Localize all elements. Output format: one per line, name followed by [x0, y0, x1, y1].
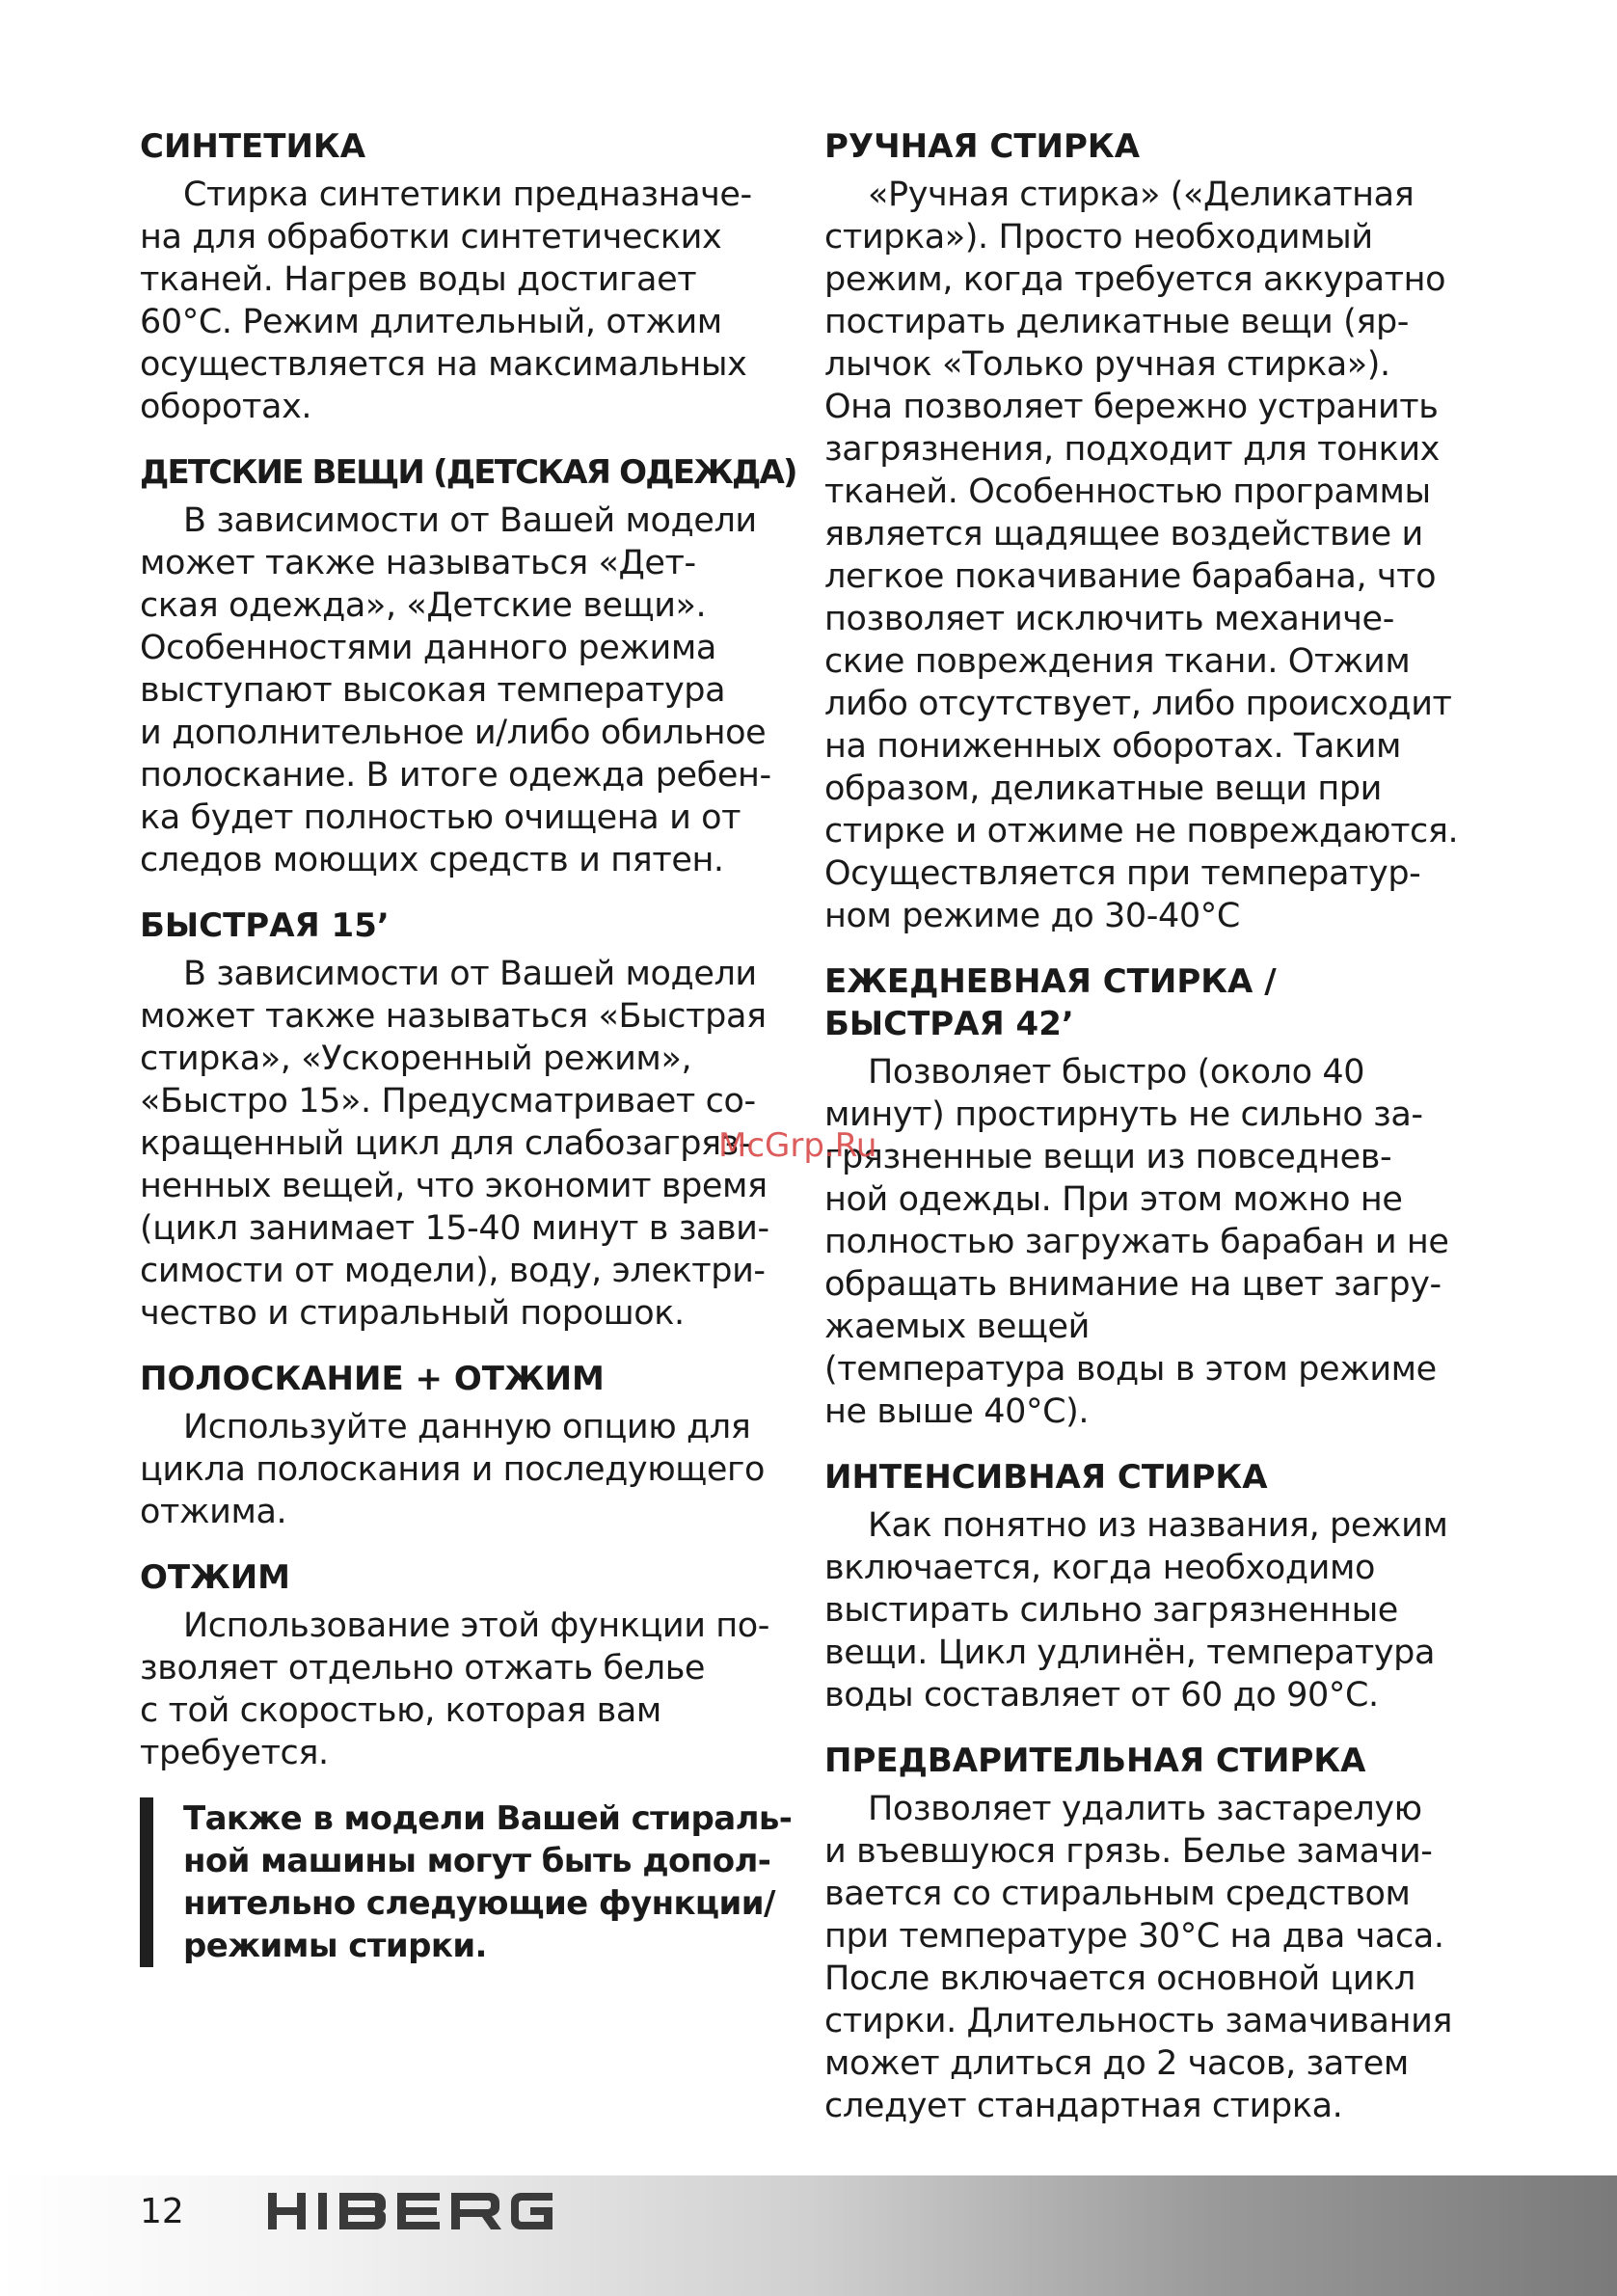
note-accent-bar [140, 1797, 153, 1967]
paragraph-quick-15: В зависимости от Вашей модели может также называться «Быстрая стирка», «Ускоренный режим», «Быстро 15». Предусматривает со- кращенный цикл для слабозагряз- ненных вещей, что экономит время (цикл занимает 15-40 минут в зави- симости от модели), воду, электри- чество и стиральный порошок. [140, 955, 769, 1333]
watermark-text: McGrp.Ru [718, 1126, 877, 1165]
heading-quick-15: БЫСТРАЯ 15’ [140, 906, 390, 945]
paragraph-daily-wash-temp: (температура воды в этом режиме не выше 40°С). [824, 1350, 1437, 1431]
paragraph-rinse-spin: Используйте данную опцию для цикла полоскания и последующего отжима. [140, 1408, 765, 1531]
paragraph-kids-clothes: В зависимости от Вашей модели может также называться «Дет- ская одежда», «Детские вещи». Особенностями данного режима выступают высокая температура и дополнительное и/либо обильное полоскание. В итоге одежда ребен- ка будет полностью очищена и от следов моющих средств и пятен. [140, 501, 771, 879]
paragraph-prewash: Позволяет удалить застарелую и въевшуюся грязь. Белье замачи- вается со стиральным средством при температуре 30°С на два часа. После включается основной цикл стирки. Длительность замачивания может длиться до 2 часов, затем следует стандартная стирка. [824, 1790, 1453, 2125]
heading-synthetics: СИНТЕТИКА [140, 127, 366, 166]
heading-intensive-wash: ИНТЕНСИВНАЯ СТИРКА [824, 1458, 1268, 1497]
page-footer [0, 2175, 1617, 2296]
heading-hand-wash: РУЧНАЯ СТИРКА [824, 127, 1141, 166]
note-callout [140, 1797, 805, 1967]
paragraph-intensive-wash: Как понятно из названия, режим включается, когда необходимо выстирать сильно загрязненные вещи. Цикл удлинён, температура воды составляет от 60 до 90°С. [824, 1506, 1448, 1715]
right-column [824, 125, 1490, 2150]
brand-logo [268, 2187, 552, 2235]
paragraph-hand-wash: «Ручная стирка» («Деликатная стирка»). Просто необходимый режим, когда требуется аккуратно постирать деликатные вещи (яр- лычок «Только ручная стирка»). Она позволяет бережно устранить загрязнения, подходит для тонких тканей. Особенностью программы является щадящее воздействие и легкое покачивание барабана, что позволяет исключить механиче- ские повреждения ткани. Отжим либо отсутствует, либо происходит на пониженных оборотах. Таким образом, деликатные вещи при стирке и отжиме не повреждаются. Осуществляется при температур- ном режиме до 30-40°С [824, 176, 1459, 935]
paragraph-synthetics: Стирка синтетики предназначе- на для обработки синтетических тканей. Нагрев воды достигает 60°С. Режим длительный, отжим осуществляется на максимальных оборотах. [140, 176, 752, 426]
note-text: Также в модели Вашей стираль- ной машины могут быть допол- нительно следующие функции/ режимы стирки. [183, 1799, 793, 1965]
heading-spin: ОТЖИМ [140, 1558, 291, 1597]
heading-prewash: ПРЕДВАРИТЕЛЬНАЯ СТИРКА [824, 1742, 1366, 1780]
hiberg-logo-icon [268, 2187, 552, 2235]
page-number: 12 [140, 2192, 184, 2231]
heading-daily-wash: ЕЖЕДНЕВНАЯ СТИРКА / БЫСТРАЯ 42’ [824, 962, 1277, 1043]
paragraph-daily-wash: Позволяет быстро (около 40 минут) простирнуть не сильно за- грязненные вещи из повседнев- ной одежды. При этом можно не полностью загружать барабан и не обращать внимание на цвет загру- жаемых вещей [824, 1053, 1449, 1346]
heading-kids-clothes: ДЕТСКИЕ ВЕЩИ (ДЕТСКАЯ ОДЕЖДА) [140, 453, 796, 492]
paragraph-spin: Использование этой функции по- зволяет отдельно отжать белье с той скоростью, которая вам требуется. [140, 1607, 770, 1772]
heading-rinse-spin: ПОЛОСКАНИЕ + ОТЖИМ [140, 1360, 605, 1398]
left-column [140, 125, 805, 1967]
